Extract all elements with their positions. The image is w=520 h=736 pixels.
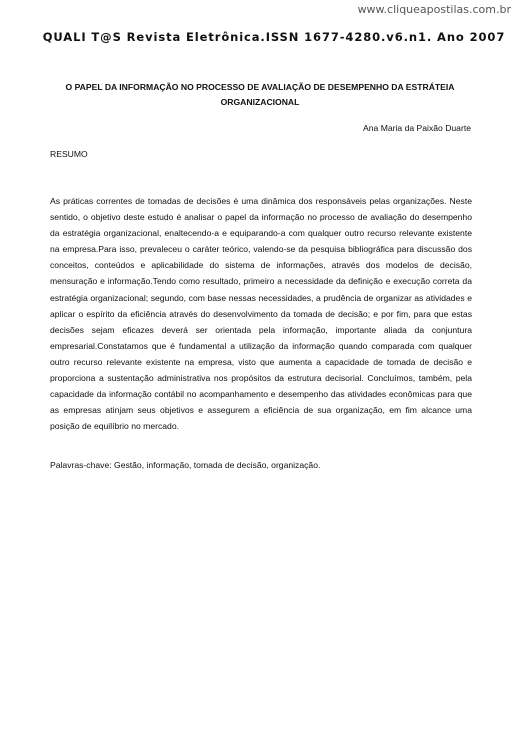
site-watermark: www.cliqueapostilas.com.br <box>357 3 511 16</box>
article-title: O PAPEL DA INFORMAÇÃO NO PROCESSO DE AVALIAÇÃO DE DESEMPENHO DA ESTRÁTEIA ORGANIZACIONAL <box>65 82 455 107</box>
abstract-body: As práticas correntes de tomadas de decisões é uma dinâmica dos responsáveis pelas organizações. Neste sentido, o objetivo deste estudo é analisar o papel da informação no processo de avaliação do desempenho da estratégia organizacional, enaltecendo-a e equiparando-a com qualquer outro recurso relevante existente na empresa.Para isso, prevaleceu o caráter teórico, valendo-se da pesquisa bibliográfica para discussão dos conceitos, conteúdos e aplicabilidade do sistema de informações, através dos modelos de decisão, mensuração e informação.Tendo como resultado, primeiro a necessidade da definição e execução correta da estratégia organizacional; segundo, com base nessas necessidades, a prudência de organizar as atividades e aplicar o espírito da eficiência através do desenvolvimento da tomada de decisão; e por fim, para que estas decisões sejam eficazes deverá ser orientada pela informação, importante aliada da conjuntura empresarial.Constatamos que é fundamental a utilização da informação quando comparada com qualquer outro recurso relevante existente na empresa, visto que aumenta a capacidade de tomada de decisão e proporciona a sustentação administrativa nos propósitos da estrutura decisorial. Concluímos, também, pela capacidade da informação contábil no acompanhamento e desempenho das atividades econômicas para que as empresas atinjam seus objetivos e assegurem a eficiência de sua organização, em fim alcance uma posição de equilíbrio no mercado. <box>50 196 472 432</box>
keywords-line: Palavras-chave: Gestão, informação, tomada de decisão, organização. <box>50 460 321 470</box>
article-author: Ana Maria da Paixão Duarte <box>363 123 471 133</box>
journal-header: QUALI T@S Revista Eletrônica.ISSN 1677-4280.v6.n1. Ano 2007 <box>42 30 506 44</box>
abstract-heading: RESUMO <box>50 149 88 159</box>
